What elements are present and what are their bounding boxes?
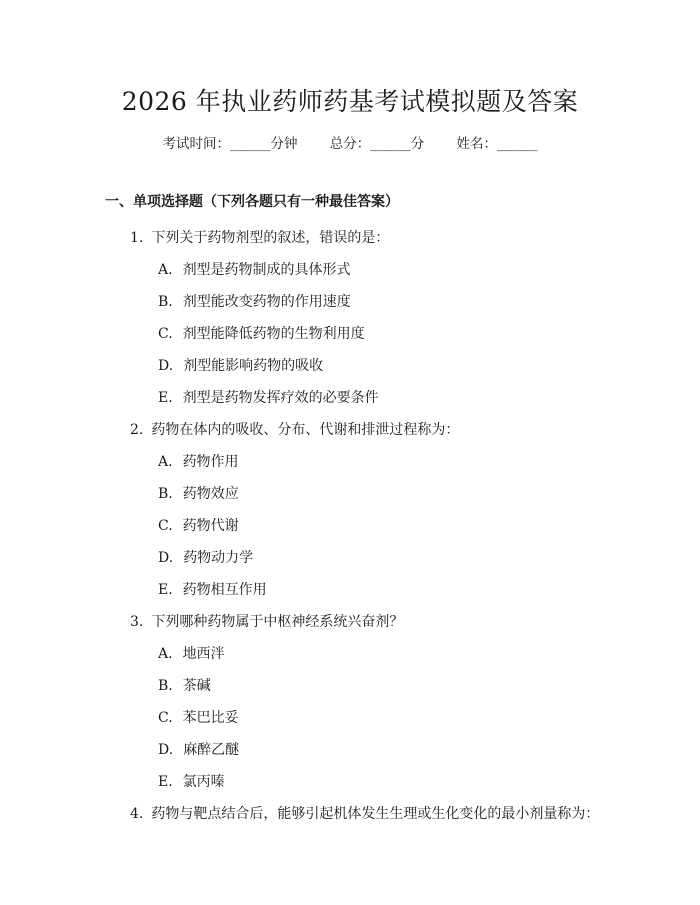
question-text: 下列关于药物剂型的叙述，错误的是： xyxy=(151,230,390,246)
question-1 xyxy=(130,227,389,247)
question-text: 下列哪种药物属于中枢神经系统兴奋剂？ xyxy=(151,614,404,630)
option-letter: A. xyxy=(158,454,173,470)
question-2 xyxy=(130,419,459,439)
option-1e xyxy=(158,387,379,407)
option-3d xyxy=(158,739,239,759)
option-2a xyxy=(158,451,239,471)
option-letter: D. xyxy=(158,550,174,566)
option-text: 剂型是药物制成的具体形式 xyxy=(182,262,351,278)
option-letter: A. xyxy=(158,262,173,278)
option-1c xyxy=(158,323,365,343)
option-letter: C. xyxy=(158,518,173,534)
option-letter: E. xyxy=(158,774,173,790)
option-letter: B. xyxy=(158,486,173,502)
option-letter: A. xyxy=(158,646,173,662)
question-number: 1. xyxy=(130,230,144,246)
option-text: 剂型能降低药物的生物利用度 xyxy=(182,326,365,342)
option-text: 茶碱 xyxy=(182,678,211,694)
total-score-field: 总分：______分 xyxy=(329,136,425,152)
question-4 xyxy=(130,803,599,823)
question-text: 药物在体内的吸收、分布、代谢和排泄过程称为： xyxy=(151,422,460,438)
option-letter: B. xyxy=(158,294,173,310)
option-1b xyxy=(158,291,351,311)
option-2c xyxy=(158,515,239,535)
question-3 xyxy=(130,611,403,631)
option-2d xyxy=(158,547,253,567)
option-letter: B. xyxy=(158,678,173,694)
option-3c xyxy=(158,707,239,727)
question-number: 4. xyxy=(130,806,144,822)
exam-meta xyxy=(0,132,700,152)
option-3e xyxy=(158,771,225,791)
option-text: 麻醉乙醚 xyxy=(183,742,240,758)
name-field: 姓名：______ xyxy=(456,136,538,152)
option-text: 剂型能影响药物的吸收 xyxy=(183,358,324,374)
option-letter: D. xyxy=(158,358,174,374)
option-text: 药物效应 xyxy=(182,486,239,502)
option-letter: E. xyxy=(158,390,173,406)
option-letter: C. xyxy=(158,710,173,726)
option-text: 药物作用 xyxy=(182,454,239,470)
option-letter: D. xyxy=(158,742,174,758)
question-text: 药物与靶点结合后，能够引起机体发生生理或生化变化的最小剂量称为： xyxy=(151,806,600,822)
option-text: 地西泮 xyxy=(182,646,225,662)
section-heading: 一、单项选择题（下列各题只有一种最佳答案） xyxy=(105,194,399,210)
exam-time-field: 考试时间：______分钟 xyxy=(162,136,298,152)
option-letter: E. xyxy=(158,582,173,598)
option-text: 药物代谢 xyxy=(182,518,239,534)
option-text: 药物动力学 xyxy=(183,550,254,566)
question-number: 2. xyxy=(130,422,144,438)
option-letter: C. xyxy=(158,326,173,342)
question-number: 3. xyxy=(130,614,144,630)
option-text: 苯巴比妥 xyxy=(182,710,239,726)
option-text: 药物相互作用 xyxy=(182,582,267,598)
option-1d xyxy=(158,355,323,375)
option-text: 剂型能改变药物的作用速度 xyxy=(182,294,351,310)
option-text: 氯丙嗪 xyxy=(182,774,225,790)
option-2b xyxy=(158,483,239,503)
option-2e xyxy=(158,579,267,599)
option-1a xyxy=(158,259,351,279)
option-3b xyxy=(158,675,211,695)
option-3a xyxy=(158,643,225,663)
page-title: 2026 年执业药师药基考试模拟题及答案 xyxy=(121,87,579,116)
option-text: 剂型是药物发挥疗效的必要条件 xyxy=(182,390,379,406)
